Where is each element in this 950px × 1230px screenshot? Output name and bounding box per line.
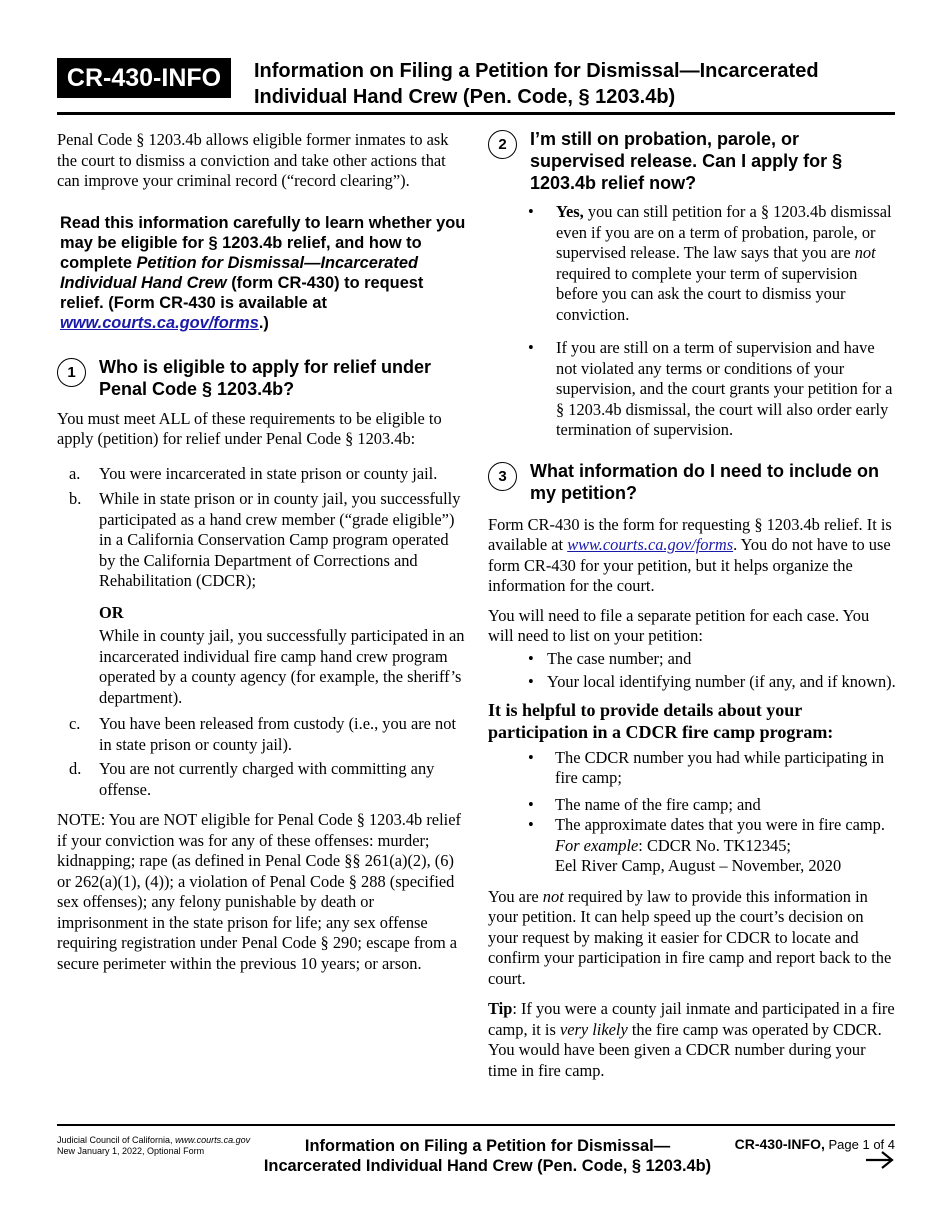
bullet-dot: •: [528, 815, 534, 834]
tip-label: Tip: [488, 999, 513, 1018]
item-text: While in state prison or in county jail, you successfully participated as a hand crew member (“grade eligible”) in a California Conservation Camp program operated by the California Department of Corrections and Rehabilitation (CDCR);: [99, 489, 461, 590]
section-3-paragraph-2: You will need to file a separate petition for each case. You will need to list on your petition:: [488, 605, 870, 645]
bullet-dot: •: [528, 338, 534, 357]
title-line-2: Individual Hand Crew (Pen. Code, § 1203.4b): [254, 86, 676, 108]
left-column: [57, 130, 467, 974]
item-text: You have been released from custody (i.e., you are not in state prison or county jail).: [99, 714, 456, 754]
list-item: [488, 748, 896, 789]
bullet-text: If you are still on a term of supervision and have not violated any terms or conditions of your supervision, and the court grants your petition for a § 1203.4b dismissal, the court will also order early termination of supervision.: [556, 338, 893, 439]
section-3-title: What information do I need to include on my petition?: [530, 460, 879, 503]
emphasis-not: not: [854, 243, 876, 262]
list-item: [488, 672, 896, 693]
next-page-arrow-icon[interactable]: [862, 1148, 896, 1172]
intro-instructions-text-3: .): [258, 313, 269, 332]
footer-title-line-1: Information on Filing a Petition for Dismissal—: [304, 1137, 671, 1155]
forms-link[interactable]: www.courts.ca.gov/forms: [60, 313, 259, 332]
council-name: Judicial Council of California,: [57, 1135, 176, 1145]
section-3-paragraph-3: [488, 887, 896, 990]
paragraph-text: You are: [488, 886, 543, 906]
paragraph-text: the fire camp was operated by CDCR. You would have been given a CDCR number during your time in fire camp.: [488, 1019, 882, 1080]
item-letter: d.: [69, 759, 82, 778]
item-text: You are not currently charged with committing any offense.: [99, 759, 435, 799]
bullet-dot: •: [528, 648, 534, 668]
footer-revision: New January 1, 2022, Optional Form: [57, 1146, 205, 1156]
forms-link-inline[interactable]: www.courts.ca.gov/forms: [567, 535, 734, 554]
section-3-number: 3: [488, 462, 517, 491]
list-item: [488, 815, 896, 836]
section-1-intro: You must meet ALL of these requirements to be eligible to apply (petition) for relief under Penal Code § 1203.4b:: [57, 408, 442, 448]
petition-required-list: [488, 649, 896, 693]
council-url: www.courts.ca.gov: [175, 1135, 251, 1145]
bullet-text: you can still petition for a § 1203.4b dismissal even if you are on a term of probation, parole, or supervised release. The law says that you are: [556, 202, 892, 262]
list-item-text: The case number; and: [547, 648, 692, 668]
document-title: [254, 58, 894, 110]
fire-camp-details-list: [488, 748, 896, 836]
item-letter: c.: [69, 714, 81, 733]
emphasis-not: not: [542, 886, 564, 906]
bullet-text: required to complete your term of supervision before you can ask the court to dismiss your conviction.: [556, 263, 858, 324]
intro-instructions-text-2: (form CR-430) to request relief. (Form CR-430 is available at: [60, 273, 424, 312]
eligibility-or-block: [57, 603, 467, 709]
list-item-text: The name of the fire camp; and: [555, 794, 761, 814]
ineligibility-note: NOTE: You are NOT eligible for Penal Code § 1203.4b relief if your conviction was for any of these offenses: murder; kidnapping; rape (as defined in Penal Code §§ 261(a)(2), (6) or 262(a)(1), (4)); a violation of Penal Code § 288 (specified sex offenses); any felony punishable by death or imprisonment in the state prison for life; any sex offense requiring registration under Penal Code § 290; escape from a secure perimeter within the previous 10 years; or arson.: [57, 810, 461, 973]
eligibility-list-continued: [57, 714, 467, 800]
paragraph-text: Form CR-430 is the form for requesting § 1203.4b relief. It is available at: [488, 514, 892, 554]
list-item: [488, 649, 896, 670]
section-2-bullet-1: [488, 202, 896, 325]
intro-paragraph: Penal Code § 1203.4b allows eligible former inmates to ask the court to dismiss a conviction and take other actions that can improve your criminal record (“record clearing”).: [57, 130, 449, 190]
answer-yes: Yes,: [556, 202, 584, 221]
list-item: [488, 795, 896, 816]
page-number: Page 1 of 4: [828, 1137, 895, 1152]
bullet-dot: •: [528, 672, 534, 691]
section-3-paragraph-1: [488, 515, 896, 597]
eligibility-item-a: [57, 464, 467, 485]
form-title-reference: Petition for Dismissal—Incarcerated Individual Hand Crew: [60, 253, 418, 292]
form-id-badge: CR-430-INFO: [57, 58, 231, 98]
item-letter: b.: [69, 489, 82, 508]
or-text: While in county jail, you successfully participated in an incarcerated individual fire camp hand crew program operated by a county agency (for example, the sheriff’s department).: [99, 626, 465, 707]
section-2-heading: [488, 128, 896, 194]
eligibility-list: [57, 464, 467, 592]
example-label: For example: [555, 835, 639, 855]
bullet-dot: •: [528, 202, 534, 221]
footer-title: [240, 1136, 735, 1176]
paragraph-text: : If you were a county jail inmate and participated in a fire camp, it is: [488, 999, 895, 1039]
example-line-1: [555, 836, 896, 857]
example-line-2: Eel River Camp, August – November, 2020: [555, 856, 842, 875]
paragraph-text: required by law to provide this information in your petition. It can help speed up the court’s decision on your request by making it easier for CDCR to locate and confirm your participation in fire camp and report back to the court.: [488, 886, 892, 988]
section-1-title: Who is eligible to apply for relief under Penal Code § 1203.4b?: [99, 356, 432, 399]
section-3-heading: [488, 460, 896, 504]
tip-paragraph: [488, 999, 896, 1081]
or-label: OR: [99, 602, 124, 622]
emphasis-very-likely: very likely: [559, 1019, 628, 1039]
bullet-dot: •: [528, 794, 534, 814]
section-1-number: 1: [57, 358, 86, 387]
list-item-text: The CDCR number you had while participating in fire camp;: [555, 747, 885, 787]
section-1-heading: [57, 356, 467, 400]
footer-title-line-2: Incarcerated Individual Hand Crew (Pen. Code, § 1203.4b): [263, 1157, 712, 1175]
header-divider: [57, 112, 895, 115]
list-item-text: Your local identifying number (if any, and if known).: [547, 672, 896, 691]
paragraph-text: . You do not have to use form CR-430 for your petition, but it helps organize the information for the court.: [488, 535, 891, 595]
example-text: : CDCR No. TK12345;: [638, 835, 791, 855]
helpful-details-heading: It is helpful to provide details about your participation in a CDCR fire camp program:: [488, 699, 834, 742]
list-item-text: The approximate dates that you were in fire camp.: [555, 815, 885, 834]
eligibility-item-b: [57, 489, 467, 592]
example-block: [488, 836, 896, 877]
eligibility-item-d: [57, 759, 467, 800]
intro-instructions-text-1: Read this information carefully to learn whether you may be eligible for § 1203.4b relief, and how to complete: [60, 213, 466, 272]
item-text: You were incarcerated in state prison or county jail.: [99, 463, 438, 483]
section-2-title: I’m still on probation, parole, or supervised release. Can I apply for § 1203.4b relief now?: [530, 129, 843, 193]
intro-instructions: [57, 213, 467, 333]
bullet-dot: •: [528, 747, 534, 767]
section-2-bullet-2: [488, 338, 896, 441]
right-column: [488, 128, 896, 1081]
eligibility-item-c: [57, 714, 467, 755]
item-letter: a.: [69, 463, 81, 483]
section-2-bullets: [488, 202, 896, 441]
footer-divider: [57, 1124, 895, 1126]
section-2-number: 2: [488, 130, 517, 159]
footer-form-id: CR-430-INFO,: [734, 1136, 825, 1152]
title-line-1: Information on Filing a Petition for Dismissal—Incarcerated: [254, 60, 819, 82]
